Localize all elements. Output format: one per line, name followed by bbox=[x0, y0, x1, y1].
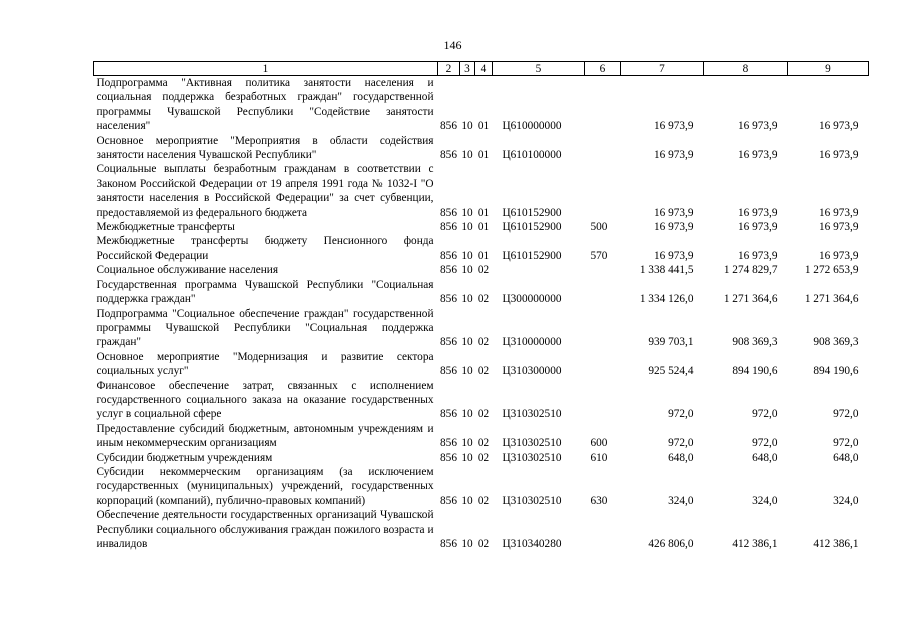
column-header: 6 bbox=[585, 62, 621, 76]
table-row bbox=[94, 162, 869, 220]
column-header: 4 bbox=[475, 62, 493, 76]
row-target-article: Ц610000000 bbox=[502, 120, 562, 133]
row-admin-code: 856 bbox=[440, 451, 457, 464]
row-amount-year1: 426 806,0 bbox=[648, 538, 694, 550]
page-number: 146 bbox=[443, 38, 462, 52]
row-target-article: Ц310000000 bbox=[502, 336, 562, 349]
row-amount-year2: 972,0 bbox=[752, 437, 778, 450]
row-subsection: 02 bbox=[477, 494, 490, 507]
row-expense-type bbox=[585, 350, 621, 379]
row-amount-year3: 1 271 364,6 bbox=[804, 293, 859, 306]
row-admin-code: 856 bbox=[440, 206, 457, 219]
table-row bbox=[94, 465, 869, 508]
table-row bbox=[94, 278, 869, 307]
row-expense-type: 610 bbox=[590, 451, 608, 464]
column-header: 2 bbox=[438, 62, 460, 76]
row-amount-year2: 972,0 bbox=[752, 408, 778, 421]
row-amount-year2: 16 973,9 bbox=[737, 149, 778, 162]
row-subsection: 02 bbox=[477, 336, 490, 349]
row-amount-year1: 939 703,1 bbox=[648, 336, 694, 349]
row-amount-year1: 1 334 126,0 bbox=[639, 293, 694, 306]
row-section: 10 bbox=[461, 249, 473, 262]
row-amount-year3: 972,0 bbox=[833, 408, 859, 421]
row-amount-year1: 1 338 441,5 bbox=[639, 264, 694, 277]
row-amount-year1: 972,0 bbox=[668, 437, 694, 450]
row-amount-year1: 16 973,9 bbox=[653, 221, 694, 234]
row-name: Финансовое обеспечение затрат, связанных с исполнением государственного социального заказа на оказание государственных услуг в социальной сфере bbox=[96, 379, 434, 421]
row-name: Субсидии некоммерческим организациям (за исключением государственных (муниципальных) учреждений, государственных корпораций (компаний), публично-правовых компаний) bbox=[96, 465, 434, 507]
row-amount-year3: 972,0 bbox=[833, 437, 859, 450]
row-target-article: Ц610152900 bbox=[502, 221, 562, 234]
row-admin-code: 856 bbox=[440, 494, 457, 507]
row-admin-code: 856 bbox=[440, 336, 457, 349]
row-amount-year2: 894 190,6 bbox=[732, 365, 778, 378]
row-amount-year2: 412 386,1 bbox=[732, 538, 778, 550]
table-row bbox=[94, 263, 869, 277]
budget-table bbox=[93, 61, 869, 551]
table-row bbox=[94, 422, 869, 451]
row-amount-year2: 908 369,3 bbox=[732, 336, 778, 349]
row-admin-code: 856 bbox=[440, 437, 457, 450]
row-amount-year3: 908 369,3 bbox=[813, 336, 859, 349]
row-subsection: 01 bbox=[477, 221, 490, 234]
row-amount-year1: 324,0 bbox=[668, 494, 694, 507]
row-expense-type bbox=[585, 278, 621, 307]
row-section: 10 bbox=[461, 293, 473, 306]
row-target-article: Ц610152900 bbox=[502, 249, 562, 262]
row-subsection: 02 bbox=[477, 437, 490, 450]
row-name: Основное мероприятие "Модернизация и развитие сектора социальных услуг" bbox=[96, 350, 434, 378]
row-section: 10 bbox=[461, 120, 473, 133]
row-expense-type bbox=[585, 379, 621, 422]
table-row bbox=[94, 307, 869, 350]
row-amount-year3: 16 973,9 bbox=[818, 249, 859, 262]
column-header-row bbox=[94, 62, 869, 76]
column-header: 9 bbox=[788, 62, 869, 76]
row-subsection: 02 bbox=[477, 451, 490, 464]
table-body bbox=[94, 62, 869, 552]
row-amount-year3: 648,0 bbox=[833, 451, 859, 464]
row-subsection: 01 bbox=[477, 249, 490, 262]
row-expense-type bbox=[585, 307, 621, 350]
column-header: 1 bbox=[94, 62, 438, 76]
row-target-article: Ц310302510 bbox=[502, 437, 562, 450]
row-target-article: Ц610152900 bbox=[502, 206, 562, 219]
row-section: 10 bbox=[461, 538, 473, 550]
row-section: 10 bbox=[461, 451, 473, 464]
row-admin-code: 856 bbox=[440, 120, 457, 133]
table-row bbox=[94, 379, 869, 422]
row-amount-year1: 16 973,9 bbox=[653, 149, 694, 162]
row-target-article: Ц310302510 bbox=[502, 408, 562, 421]
row-expense-type bbox=[585, 263, 621, 277]
row-amount-year3: 16 973,9 bbox=[818, 149, 859, 162]
row-subsection: 02 bbox=[477, 365, 490, 378]
row-amount-year3: 1 272 653,9 bbox=[804, 264, 859, 277]
row-admin-code: 856 bbox=[440, 249, 457, 262]
row-section: 10 bbox=[461, 206, 473, 219]
row-amount-year2: 16 973,9 bbox=[737, 221, 778, 234]
row-section: 10 bbox=[461, 336, 473, 349]
row-section: 10 bbox=[461, 264, 473, 277]
row-expense-type: 630 bbox=[590, 494, 608, 507]
row-subsection: 02 bbox=[477, 293, 490, 306]
row-section: 10 bbox=[461, 408, 473, 421]
row-amount-year1: 16 973,9 bbox=[653, 206, 694, 219]
row-admin-code: 856 bbox=[440, 538, 457, 550]
table-row bbox=[94, 350, 869, 379]
table-row bbox=[94, 508, 869, 551]
row-amount-year1: 925 524,4 bbox=[648, 365, 694, 378]
row-admin-code: 856 bbox=[440, 365, 457, 378]
row-target-article: Ц610100000 bbox=[502, 149, 562, 162]
row-name: Социальное обслуживание населения bbox=[96, 264, 279, 277]
column-header: 3 bbox=[460, 62, 475, 76]
row-section: 10 bbox=[461, 149, 473, 162]
row-amount-year3: 894 190,6 bbox=[813, 365, 859, 378]
row-expense-type bbox=[585, 76, 621, 134]
row-amount-year2: 1 274 829,7 bbox=[723, 264, 778, 277]
row-amount-year2: 16 973,9 bbox=[737, 120, 778, 133]
row-amount-year1: 972,0 bbox=[668, 408, 694, 421]
row-amount-year2: 648,0 bbox=[752, 451, 778, 464]
row-expense-type: 500 bbox=[590, 221, 608, 234]
row-name: Межбюджетные трансферты бюджету Пенсионного фонда Российской Федерации bbox=[96, 235, 434, 262]
row-admin-code: 856 bbox=[440, 149, 457, 162]
row-amount-year1: 16 973,9 bbox=[653, 120, 694, 133]
row-target-article: Ц310340280 bbox=[502, 538, 562, 550]
row-target-article: Ц310302510 bbox=[502, 451, 562, 464]
table-row bbox=[94, 220, 869, 234]
table-row bbox=[94, 451, 869, 465]
row-amount-year2: 1 271 364,6 bbox=[723, 293, 778, 306]
row-name: Межбюджетные трансферты bbox=[96, 221, 235, 234]
row-name: Подпрограмма "Активная политика занятости населения и социальная поддержка безработных граждан" государственной программы Чувашской Республики "Содействие занятости населения" bbox=[96, 77, 434, 133]
row-name: Государственная программа Чувашской Республики "Социальная поддержка граждан" bbox=[96, 278, 434, 306]
row-amount-year2: 16 973,9 bbox=[737, 206, 778, 219]
row-amount-year2: 324,0 bbox=[752, 494, 778, 507]
row-name: Обеспечение деятельности государственных организаций Чувашской Республики социального обслуживания граждан пожилого возраста и инвалидов bbox=[96, 509, 434, 550]
row-section: 10 bbox=[461, 494, 473, 507]
table-row bbox=[94, 76, 869, 134]
row-amount-year1: 16 973,9 bbox=[653, 249, 694, 262]
row-subsection: 02 bbox=[477, 264, 490, 277]
row-amount-year3: 16 973,9 bbox=[818, 206, 859, 219]
row-amount-year3: 16 973,9 bbox=[818, 120, 859, 133]
row-subsection: 01 bbox=[477, 120, 490, 133]
row-target-article: Ц310300000 bbox=[502, 365, 562, 378]
row-subsection: 02 bbox=[477, 538, 490, 550]
column-header: 5 bbox=[493, 62, 585, 76]
row-amount-year3: 16 973,9 bbox=[818, 221, 859, 234]
row-name: Предоставление субсидий бюджетным, автономным учреждениям и иным некоммерческим организациям bbox=[96, 422, 434, 450]
row-amount-year3: 324,0 bbox=[833, 494, 859, 507]
row-amount-year2: 16 973,9 bbox=[737, 249, 778, 262]
row-expense-type bbox=[585, 162, 621, 220]
column-header: 8 bbox=[704, 62, 788, 76]
row-admin-code: 856 bbox=[440, 293, 457, 306]
table-row bbox=[94, 134, 869, 163]
row-admin-code: 856 bbox=[440, 221, 457, 234]
row-section: 10 bbox=[461, 437, 473, 450]
row-name: Основное мероприятие "Мероприятия в области содействия занятости населения Чувашской Республики" bbox=[96, 134, 434, 162]
row-name: Субсидии бюджетным учреждениям bbox=[96, 451, 273, 464]
row-name: Подпрограмма "Социальное обеспечение граждан" государственной программы Чувашской Республики "Социальная поддержка граждан" bbox=[96, 307, 434, 349]
row-name: Социальные выплаты безработным гражданам в соответствии с Законом Российской Федерации от 19 апреля 1991 года № 1032-I "О занятости населения в Российской Федерации" за счет субвенции, предоставляемой из федерального бюджета bbox=[96, 163, 434, 219]
row-expense-type bbox=[585, 508, 621, 551]
row-amount-year3: 412 386,1 bbox=[813, 538, 859, 550]
row-admin-code: 856 bbox=[440, 264, 457, 277]
row-subsection: 01 bbox=[477, 206, 490, 219]
row-expense-type: 570 bbox=[590, 249, 608, 262]
row-target-article: Ц310302510 bbox=[502, 494, 562, 507]
table-row bbox=[94, 234, 869, 263]
row-amount-year1: 648,0 bbox=[668, 451, 694, 464]
row-target-article: Ц300000000 bbox=[502, 293, 562, 306]
row-section: 10 bbox=[461, 365, 473, 378]
row-expense-type: 600 bbox=[590, 437, 608, 450]
row-section: 10 bbox=[461, 221, 473, 234]
column-header: 7 bbox=[621, 62, 704, 76]
row-expense-type bbox=[585, 134, 621, 163]
row-subsection: 02 bbox=[477, 408, 490, 421]
row-target-article bbox=[493, 263, 585, 277]
row-admin-code: 856 bbox=[440, 408, 457, 421]
row-subsection: 01 bbox=[477, 149, 490, 162]
